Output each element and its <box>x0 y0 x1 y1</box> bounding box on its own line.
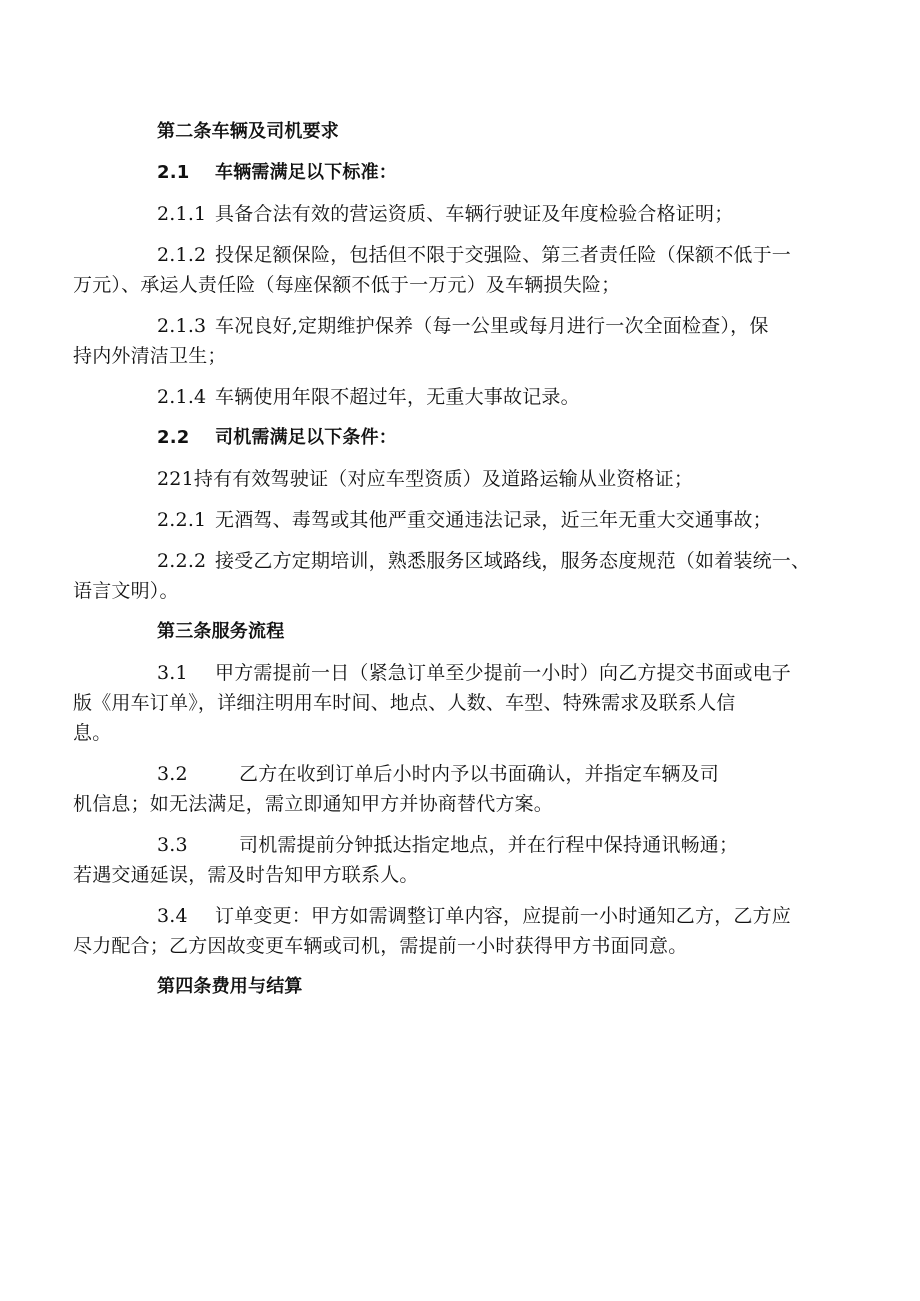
clause-2-1-4 <box>115 382 815 412</box>
clause-3-2-number: 3.2 <box>157 763 188 785</box>
section-2-title-text: 第二条车辆及司机要求 <box>157 121 339 142</box>
clause-3-4-number: 3.4 <box>157 905 188 927</box>
clause-2-2-2 <box>73 546 815 606</box>
clause-2-1-3-number: 2.1.3 <box>157 315 207 337</box>
clause-2-1-number: 2.1 <box>157 162 190 183</box>
clause-2-1-1 <box>115 199 815 229</box>
clause-3-3-line2: 若遇交通延误，需及时告知甲方联系人。 <box>73 864 419 886</box>
clause-2-1 <box>115 158 815 188</box>
clause-2-1-4-number: 2.1.4 <box>157 386 207 408</box>
clause-3-3-line1: 司机需提前分钟抵达指定地点，并在行程中保持通讯畅通； <box>239 834 739 856</box>
clause-3-4-line1: 订单变更：甲方如需调整订单内容，应提前一小时通知乙方，乙方应 <box>215 905 792 927</box>
clause-2-1-2-line1: 投保足额保险，包括但不限于交强险、第三者责任险（保额不低于一 <box>215 244 792 266</box>
clause-3-4-line2: 尽力配合；乙方因故变更车辆或司机，需提前一小时获得甲方书面同意。 <box>73 935 688 957</box>
clause-2-1-3-line2: 持内外清洁卫生； <box>73 345 227 367</box>
clause-2-2-number: 2.2 <box>157 427 190 448</box>
clause-2-1-text: 车辆需满足以下标准： <box>215 162 397 183</box>
section-4-title <box>115 972 815 1002</box>
clause-2-1-2-number: 2.1.2 <box>157 244 207 266</box>
clause-3-1 <box>73 658 815 748</box>
section-4-title-text: 第四条费用与结算 <box>157 976 303 997</box>
section-3-title-text: 第三条服务流程 <box>157 621 285 642</box>
clause-2-2-0 <box>115 464 815 494</box>
clause-2-2-2-line2: 语言文明）。 <box>73 580 179 602</box>
clause-3-2-line2: 机信息；如无法满足，需立即通知甲方并协商替代方案。 <box>73 793 554 815</box>
clause-3-2 <box>73 759 815 819</box>
clause-3-2-line1: 乙方在收到订单后小时内予以书面确认，并指定车辆及司 <box>239 763 720 785</box>
clause-3-1-number: 3.1 <box>157 662 188 684</box>
section-2-title <box>115 117 815 147</box>
clause-2-1-1-number: 2.1.1 <box>157 203 207 225</box>
clause-2-1-3 <box>73 311 815 371</box>
clause-2-2-2-line1: 接受乙方定期培训，熟悉服务区域路线，服务态度规范（如着装统一、 <box>215 550 811 572</box>
clause-2-2 <box>115 423 815 453</box>
clause-2-2-0-text: 221持有有效驾驶证（对应车型资质）及道路运输从业资格证； <box>157 468 694 490</box>
clause-3-1-line1: 甲方需提前一日（紧急订单至少提前一小时）向乙方提交书面或电子 <box>215 662 792 684</box>
clause-2-2-1-text: 无酒驾、毒驾或其他严重交通违法记录，近三年无重大交通事故； <box>215 509 772 531</box>
clause-2-1-2 <box>73 240 815 300</box>
clause-3-3 <box>73 830 815 890</box>
clause-3-1-line2: 版《用车订单》，详细注明用车时间、地点、人数、车型、特殊需求及联系人信 <box>73 692 736 714</box>
clause-2-1-4-text: 车辆使用年限不超过年，无重大事故记录。 <box>215 386 580 408</box>
clause-2-2-text: 司机需满足以下条件： <box>215 427 397 448</box>
clause-2-2-1 <box>115 505 815 535</box>
clause-2-1-3-line1: 车况良好,定期维护保养（每一公里或每月进行一次全面检查），保 <box>215 315 769 337</box>
section-3-title <box>115 617 815 647</box>
clause-3-4 <box>73 901 815 961</box>
clause-3-1-line3: 息。 <box>73 722 112 744</box>
clause-2-1-1-text: 具备合法有效的营运资质、车辆行驶证及年度检验合格证明； <box>215 203 734 225</box>
document-content <box>73 117 815 1013</box>
clause-3-3-number: 3.3 <box>157 834 188 856</box>
clause-2-1-2-line2: 万元）、承运人责任险（每座保额不低于一万元）及车辆损失险； <box>73 274 621 296</box>
clause-2-2-1-number: 2.2.1 <box>157 509 207 531</box>
clause-2-2-2-number: 2.2.2 <box>157 550 207 572</box>
